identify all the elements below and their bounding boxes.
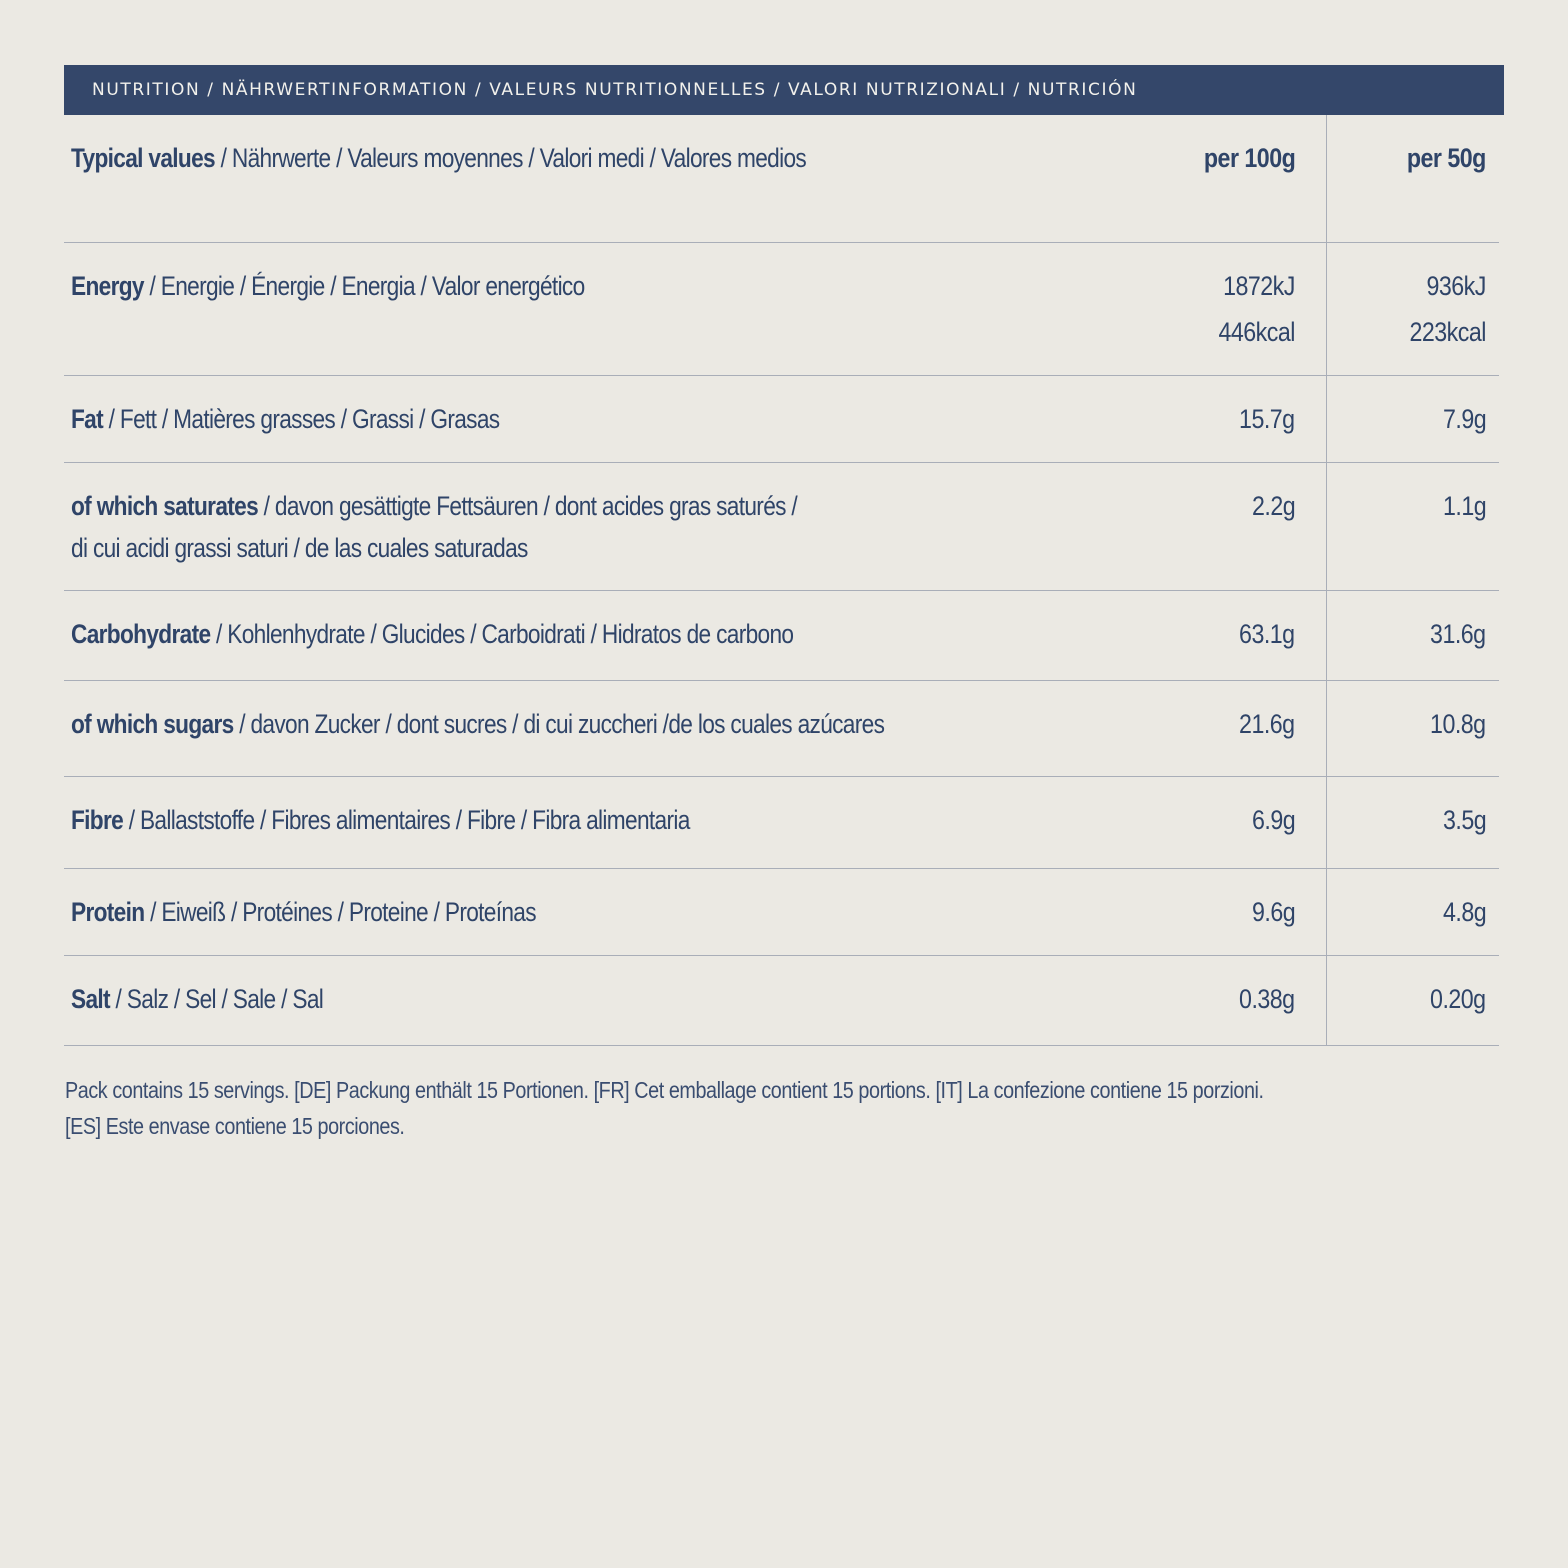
row-label-primary: Protein — [71, 897, 145, 927]
row-label-primary: Energy — [71, 271, 144, 301]
value-per-100g: 6.9g — [1251, 805, 1295, 835]
footnote-line-2: [ES] Este envase contiene 15 porciones. — [65, 1113, 405, 1139]
row-label — [71, 265, 585, 307]
column-divider — [1326, 115, 1327, 1046]
row-label — [71, 891, 536, 933]
value-per-50g: 3.5g — [1442, 805, 1486, 835]
value-kj: 936kJ — [1426, 271, 1486, 301]
value-per-50g: 10.8g — [1430, 709, 1486, 739]
row-label-primary: Fat — [71, 404, 104, 434]
nutrition-table — [64, 115, 1499, 1046]
table-row-fat — [64, 376, 1499, 463]
column-header-per-50g: per 50g — [1407, 143, 1486, 173]
row-label — [71, 137, 806, 179]
table-row-protein — [64, 869, 1499, 956]
table-header-row — [64, 115, 1499, 243]
row-label-translations: / davon Zucker / dont sucres / di cui zuccheri /de los cuales azúcares — [233, 709, 885, 739]
value-kj: 1872kJ — [1223, 271, 1295, 301]
value-per-50g: 31.6g — [1430, 619, 1486, 649]
value-per-100g: 9.6g — [1251, 897, 1295, 927]
value-per-50g: 0.20g — [1430, 984, 1486, 1014]
row-label-translations-line2: di cui acidi grassi saturi / de las cuales saturadas — [71, 533, 528, 563]
row-label-translations: / Kohlenhydrate / Glucides / Carboidrati / Hidratos de carbono — [210, 619, 794, 649]
value-per-100g: 0.38g — [1239, 984, 1295, 1014]
row-label-primary: of which saturates — [71, 491, 259, 521]
table-row-carbohydrate — [64, 591, 1499, 681]
table-row-energy — [64, 243, 1499, 376]
value-per-50g: 1.1g — [1442, 491, 1486, 521]
table-row-salt — [64, 956, 1499, 1046]
servings-footnote — [65, 1072, 1264, 1144]
row-label-primary: Salt — [71, 984, 110, 1014]
row-label-primary: Fibre — [71, 805, 124, 835]
value-per-100g — [1219, 263, 1295, 355]
footnote-line-1: Pack contains 15 servings. [DE] Packung enthält 15 Portionen. [FR] Cet emballage contient 15 portions. [IT] La confezione contiene 15 porzioni. — [65, 1077, 1264, 1103]
row-label — [71, 398, 499, 440]
row-label-translations: / Ballaststoffe / Fibres alimentaires / Fibre / Fibra alimentaria — [123, 805, 690, 835]
row-label-primary: of which sugars — [71, 709, 234, 739]
table-row-saturates — [64, 463, 1499, 591]
value-per-50g: 7.9g — [1442, 404, 1486, 434]
row-label — [71, 485, 797, 569]
value-per-100g: 21.6g — [1239, 709, 1295, 739]
column-header-per-100g: per 100g — [1203, 143, 1295, 173]
row-label-primary: Typical values — [71, 143, 215, 173]
row-label — [71, 703, 884, 745]
row-label — [71, 978, 323, 1020]
row-label-translations: / Fett / Matières grasses / Grassi / Grasas — [103, 404, 500, 434]
row-label — [71, 799, 690, 841]
row-label-translations: / Eiweiß / Protéines / Proteine / Proteínas — [144, 897, 536, 927]
row-label-translations: / Salz / Sel / Sale / Sal — [109, 984, 324, 1014]
row-label-primary: Carbohydrate — [71, 619, 211, 649]
value-per-100g: 63.1g — [1239, 619, 1295, 649]
table-row-sugars — [64, 681, 1499, 777]
row-label-translations: / Energie / Énergie / Energia / Valor energético — [143, 271, 585, 301]
nutrition-header-bar — [64, 65, 1504, 115]
table-row-fibre — [64, 777, 1499, 869]
value-kcal: 223kcal — [1409, 317, 1486, 347]
value-kcal: 446kcal — [1218, 317, 1295, 347]
value-per-100g: 15.7g — [1239, 404, 1295, 434]
value-per-100g: 2.2g — [1251, 491, 1295, 521]
row-label — [71, 613, 793, 655]
row-label-translations: / Nährwerte / Valeurs moyennes / Valori medi / Valores medios — [214, 143, 807, 173]
value-per-50g — [1410, 263, 1486, 355]
row-label-translations: / davon gesättigte Fettsäuren / dont acides gras saturés / — [258, 491, 798, 521]
value-per-50g: 4.8g — [1442, 897, 1486, 927]
nutrition-header-title: NUTRITION / NÄHRWERTINFORMATION / VALEURS NUTRITIONNELLES / VALORI NUTRIZIONALI / NUTRICIÓN — [92, 80, 1138, 100]
